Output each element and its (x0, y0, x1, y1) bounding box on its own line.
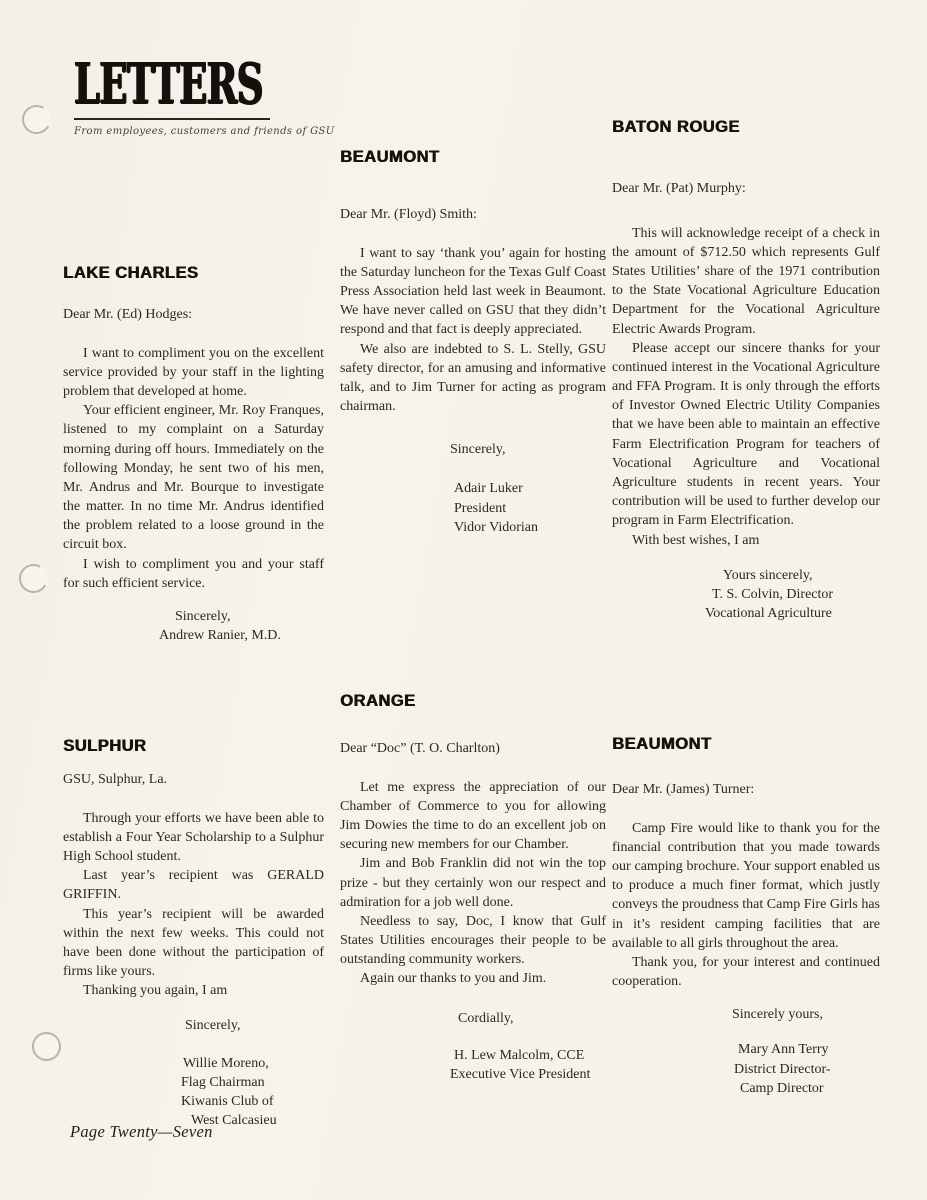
page-number: Page Twenty—Seven (70, 1122, 213, 1141)
letter-city-heading: BATON ROUGE (612, 118, 740, 136)
letter-paragraph: Jim and Bob Franklin did not win the top prize - but they certainly won our respect and admiration for a job well done. (340, 856, 606, 910)
signature-line: Executive Vice President (450, 1067, 591, 1082)
letter-salutation: Dear “Doc” (T. O. Charlton) (340, 740, 500, 756)
letter-city-heading: LAKE CHARLES (63, 264, 199, 282)
letter-beaumont-press (340, 146, 606, 537)
signature-line: Camp Director (740, 1080, 824, 1096)
letter-closing: Sincerely, (450, 442, 506, 458)
signature-line: Vocational Agriculture (705, 606, 832, 622)
letter-salutation: Dear Mr. (Ed) Hodges: (63, 306, 193, 322)
letter-paragraph: Again our thanks to you and Jim. (360, 971, 547, 987)
letter-paragraph: Camp Fire would like to thank you for the financial contribution that you made towards our camping brochure. Your support enabled us to produce a much finer format, which justly conveys the proudness that Camp Fire Girls has in it’s resident camping facilities that are available to all girls throughout the area. (612, 820, 880, 951)
letter-closing: Yours sincerely, (723, 567, 813, 583)
hole-punch-icon (29, 1029, 65, 1065)
letter-paragraph: I wish to compliment you and your staff for such efficient service. (63, 556, 324, 591)
letters-masthead (74, 51, 360, 137)
letter-paragraph: Through your efforts we have been able to establish a Four Year Scholarship to a Sulphur High School student. (63, 810, 324, 865)
signature-line: Willie Moreno, (183, 1055, 269, 1071)
letter-city-heading: SULPHUR (63, 737, 147, 755)
letter-paragraph: Your efficient engineer, Mr. Roy Franques, listened to my complaint on a Saturday morning during off hours. Immediately on the following Monday, he sent two of his men, Mr. Andrus and Mr. Bourque to investigate the matter. In no time Mr. Andrus identified the problem related to a loose ground in the circuit box. (63, 403, 324, 553)
letter-closing: Sincerely, (175, 609, 231, 624)
signature-line: Adair Luker (454, 481, 523, 497)
letter-salutation: Dear Mr. (James) Turner: (612, 781, 755, 797)
letter-sulphur (63, 735, 324, 1130)
letter-paragraph: I want to say ‘thank you’ again for hosting the Saturday luncheon for the Texas Gulf Coast Press Association held last week in Beaumont. We have never called on GSU that they didn’t respond and that fact is deeply appreciated. (340, 245, 606, 338)
letter-closing: Sincerely yours, (732, 1007, 823, 1023)
letter-paragraph: Thank you, for your interest and continued cooperation. (612, 954, 880, 990)
letter-closing-block (63, 607, 324, 645)
letter-baton-rouge (612, 116, 880, 623)
letter-closing: Cordially, (458, 1010, 514, 1026)
masthead-rule (74, 118, 270, 120)
signature-line: H. Lew Malcolm, CCE (454, 1047, 585, 1063)
signature-line: Kiwanis Club of (181, 1094, 274, 1109)
signature-line: West Calcasieu (191, 1113, 277, 1129)
letter-beaumont-camp-fire (612, 733, 880, 1098)
letter-city-heading: BEAUMONT (612, 735, 712, 753)
letter-paragraph: Needless to say, Doc, I know that Gulf States Utilities encourages their people to be outstanding community workers. (340, 913, 606, 968)
letter-city-heading: ORANGE (340, 692, 416, 710)
hole-punch-icon (16, 561, 52, 597)
letter-paragraph: This year’s recipient will be awarded within the next few weeks. This could not have been done without the participation of firms like yours. (63, 906, 324, 980)
letter-paragraph: Last year’s recipient was GERALD GRIFFIN. (63, 868, 324, 903)
signature-line: Andrew Ranier, M.D. (159, 628, 281, 644)
hole-punch-icon (19, 102, 55, 138)
letter-lake-charles (63, 262, 324, 645)
letter-city-heading: BEAUMONT (340, 148, 440, 166)
letter-closing-block (340, 1009, 606, 1085)
letter-closing: Sincerely, (185, 1018, 241, 1034)
letter-paragraph: Let me express the appreciation of our Chamber of Commerce to you for allowing Jim Dowies the time to do an excellent job on securing new members for our Chamber. (340, 779, 606, 853)
letter-paragraph: I want to compliment you on the excellent service provided by your staff in the lighting problem that developed at home. (63, 345, 324, 400)
letter-paragraph: This will acknowledge receipt of a check in the amount of $712.50 which represents Gulf States Utilities’ share of the 1971 contribution to the State Vocational Agriculture Education Department for the Vocational Agriculture Electric Awards Program. (612, 225, 880, 337)
letter-paragraph: Please accept our sincere thanks for your continued interest in the Vocational Agriculture and FFA Program. It is only through the efforts of Investor Owned Electric Utility Companies that we have been able to maintain an effective Farm Electrification Program for teachers of Vocational Agriculture and Vocational Agriculture students in recent years. Your contribution will be used to further develop our program in Farm Electrification. (612, 340, 880, 529)
letter-paragraph: With best wishes, I am (632, 532, 760, 548)
letter-salutation: Dear Mr. (Floyd) Smith: (340, 206, 477, 222)
signature-line: Mary Ann Terry (738, 1042, 829, 1058)
signature-line: District Director- (734, 1061, 831, 1077)
signature-line: T. S. Colvin, Director (712, 586, 834, 602)
letter-closing-block (340, 440, 606, 537)
letter-salutation: GSU, Sulphur, La. (63, 771, 168, 787)
letter-closing-block (612, 566, 880, 624)
masthead-caption: From employees, customers and friends of GSU (74, 126, 335, 137)
letter-salutation: Dear Mr. (Pat) Murphy: (612, 180, 746, 196)
signature-line: Vidor Vidorian (454, 519, 538, 535)
signature-line: President (454, 500, 507, 516)
letter-paragraph: We also are indebted to S. L. Stelly, GSU safety director, for an amusing and informative talk, and to Jim Turner for acting as program chairman. (340, 341, 606, 415)
letter-closing-block (63, 1016, 324, 1130)
letter-paragraph: Thanking you again, I am (83, 983, 228, 999)
signature-line: Flag Chairman (181, 1074, 265, 1090)
letters-logo: LETTERS (74, 51, 263, 117)
letter-orange (340, 690, 606, 1084)
letter-closing-block (612, 1005, 880, 1098)
